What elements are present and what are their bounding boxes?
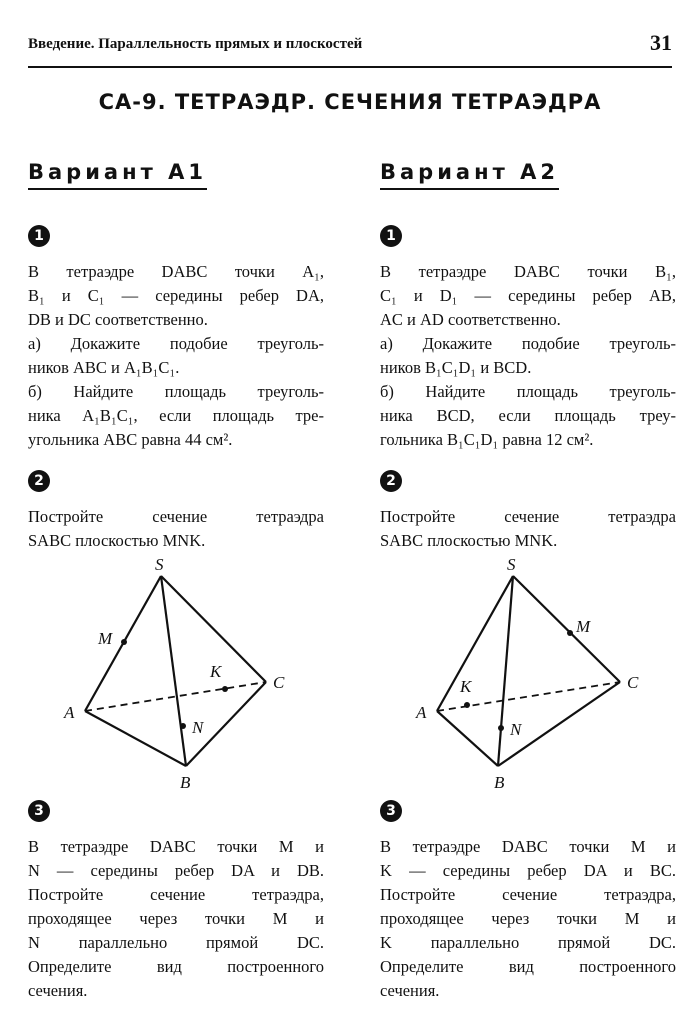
text-line: проходящее через точки M и bbox=[28, 909, 324, 928]
edge-ab bbox=[437, 711, 498, 766]
label-b: B bbox=[494, 773, 505, 792]
text-line: Определите вид построенного bbox=[380, 957, 676, 976]
task-number-badge: 2 bbox=[380, 470, 402, 492]
text-line: ников ABC и A₁B₁C₁. bbox=[28, 358, 180, 377]
text-line: DB и DC соответственно. bbox=[28, 310, 208, 329]
text-line: SABC плоскостью MNK. bbox=[380, 531, 558, 550]
text-line: проходящее через точки M и bbox=[380, 909, 676, 928]
label-n: N bbox=[192, 718, 204, 737]
text-line: Постройте сечение тетраэдра bbox=[28, 507, 324, 526]
task2-text-a2 bbox=[380, 505, 676, 553]
page-title: СА-9. ТЕТРАЭДР. СЕЧЕНИЯ ТЕТРАЭДРА bbox=[98, 90, 602, 114]
text-line: а) Докажите подобие треуголь- bbox=[380, 334, 676, 353]
text-line: Определите вид построенного bbox=[28, 957, 324, 976]
text-line: б) Найдите площадь треуголь- bbox=[380, 382, 676, 401]
text-line: C₁ и D₁ — середины ребер AB, bbox=[380, 286, 676, 305]
task-number-badge: 1 bbox=[28, 225, 50, 247]
task-number-badge: 1 bbox=[380, 225, 402, 247]
label-c: C bbox=[273, 673, 285, 692]
label-s: S bbox=[507, 555, 516, 574]
text-line: сечения. bbox=[380, 981, 440, 1000]
point-k bbox=[464, 702, 470, 708]
text-line: ника BCD, если площадь треу- bbox=[380, 406, 676, 425]
text-line: AC и AD соответственно. bbox=[380, 310, 561, 329]
point-m bbox=[121, 639, 127, 645]
text-line: K параллельно прямой DC. bbox=[380, 933, 676, 952]
text-line: Постройте сечение тетраэдра, bbox=[28, 885, 324, 904]
text-line: б) Найдите площадь треуголь- bbox=[28, 382, 324, 401]
text-line: N — середины ребер DA и DB. bbox=[28, 861, 324, 880]
label-k: K bbox=[210, 662, 222, 681]
point-m bbox=[567, 630, 573, 636]
task3-text-a1 bbox=[28, 835, 324, 1003]
text-line: ников B₁C₁D₁ и BCD. bbox=[380, 358, 532, 377]
task-number-badge: 3 bbox=[28, 800, 50, 822]
text-line: K — середины ребер DA и BC. bbox=[380, 861, 676, 880]
variant-title-a2: Вариант А2 bbox=[380, 160, 559, 190]
text-line: В тетраэдре DABC точки M и bbox=[380, 837, 676, 856]
task3-text-a2 bbox=[380, 835, 676, 1003]
label-c: C bbox=[627, 673, 639, 692]
edge-sb bbox=[161, 576, 186, 766]
text-line: Постройте сечение тетраэдра, bbox=[380, 885, 676, 904]
tetrahedron-figure-a2 bbox=[380, 548, 680, 793]
task1-text-a2 bbox=[380, 260, 676, 452]
label-a: A bbox=[416, 703, 427, 722]
task-number-badge: 3 bbox=[380, 800, 402, 822]
label-a: A bbox=[64, 703, 75, 722]
label-n: N bbox=[510, 720, 522, 739]
tetrahedron-figure-a1 bbox=[28, 548, 328, 793]
text-line: угольника ABC равна 44 см². bbox=[28, 430, 233, 449]
text-line: В тетраэдре DABC точки M и bbox=[28, 837, 324, 856]
text-line: B₁ и C₁ — середины ребер DA, bbox=[28, 286, 324, 305]
task2-text-a1 bbox=[28, 505, 324, 553]
edge-sc bbox=[513, 576, 620, 682]
running-title: Введение. Параллельность прямых и плоскостей bbox=[28, 36, 363, 52]
label-m: M bbox=[98, 629, 113, 648]
text-line: ника A₁B₁C₁, если площадь тре- bbox=[28, 406, 324, 425]
text-line: а) Докажите подобие треуголь- bbox=[28, 334, 324, 353]
edge-ab bbox=[85, 711, 186, 766]
label-b: B bbox=[180, 773, 191, 792]
point-n bbox=[498, 725, 504, 731]
label-s: S bbox=[155, 555, 164, 574]
task-number-badge: 2 bbox=[28, 470, 50, 492]
text-line: В тетраэдре DABC точки A₁, bbox=[28, 262, 324, 281]
text-line: Постройте сечение тетраэдра bbox=[380, 507, 676, 526]
task1-text-a1 bbox=[28, 260, 324, 452]
edge-sa bbox=[437, 576, 513, 711]
text-line: N параллельно прямой DC. bbox=[28, 933, 324, 952]
label-m: M bbox=[576, 617, 591, 636]
text-line: сечения. bbox=[28, 981, 88, 1000]
variant-title-a1: Вариант А1 bbox=[28, 160, 207, 190]
text-line: гольника B₁C₁D₁ равна 12 см². bbox=[380, 430, 594, 449]
page-header bbox=[28, 30, 672, 68]
label-k: K bbox=[460, 677, 472, 696]
point-n bbox=[180, 723, 186, 729]
text-line: SABC плоскостью MNK. bbox=[28, 531, 206, 550]
page-number: 31 bbox=[650, 30, 672, 55]
point-k bbox=[222, 686, 228, 692]
text-line: В тетраэдре DABC точки B₁, bbox=[380, 262, 676, 281]
